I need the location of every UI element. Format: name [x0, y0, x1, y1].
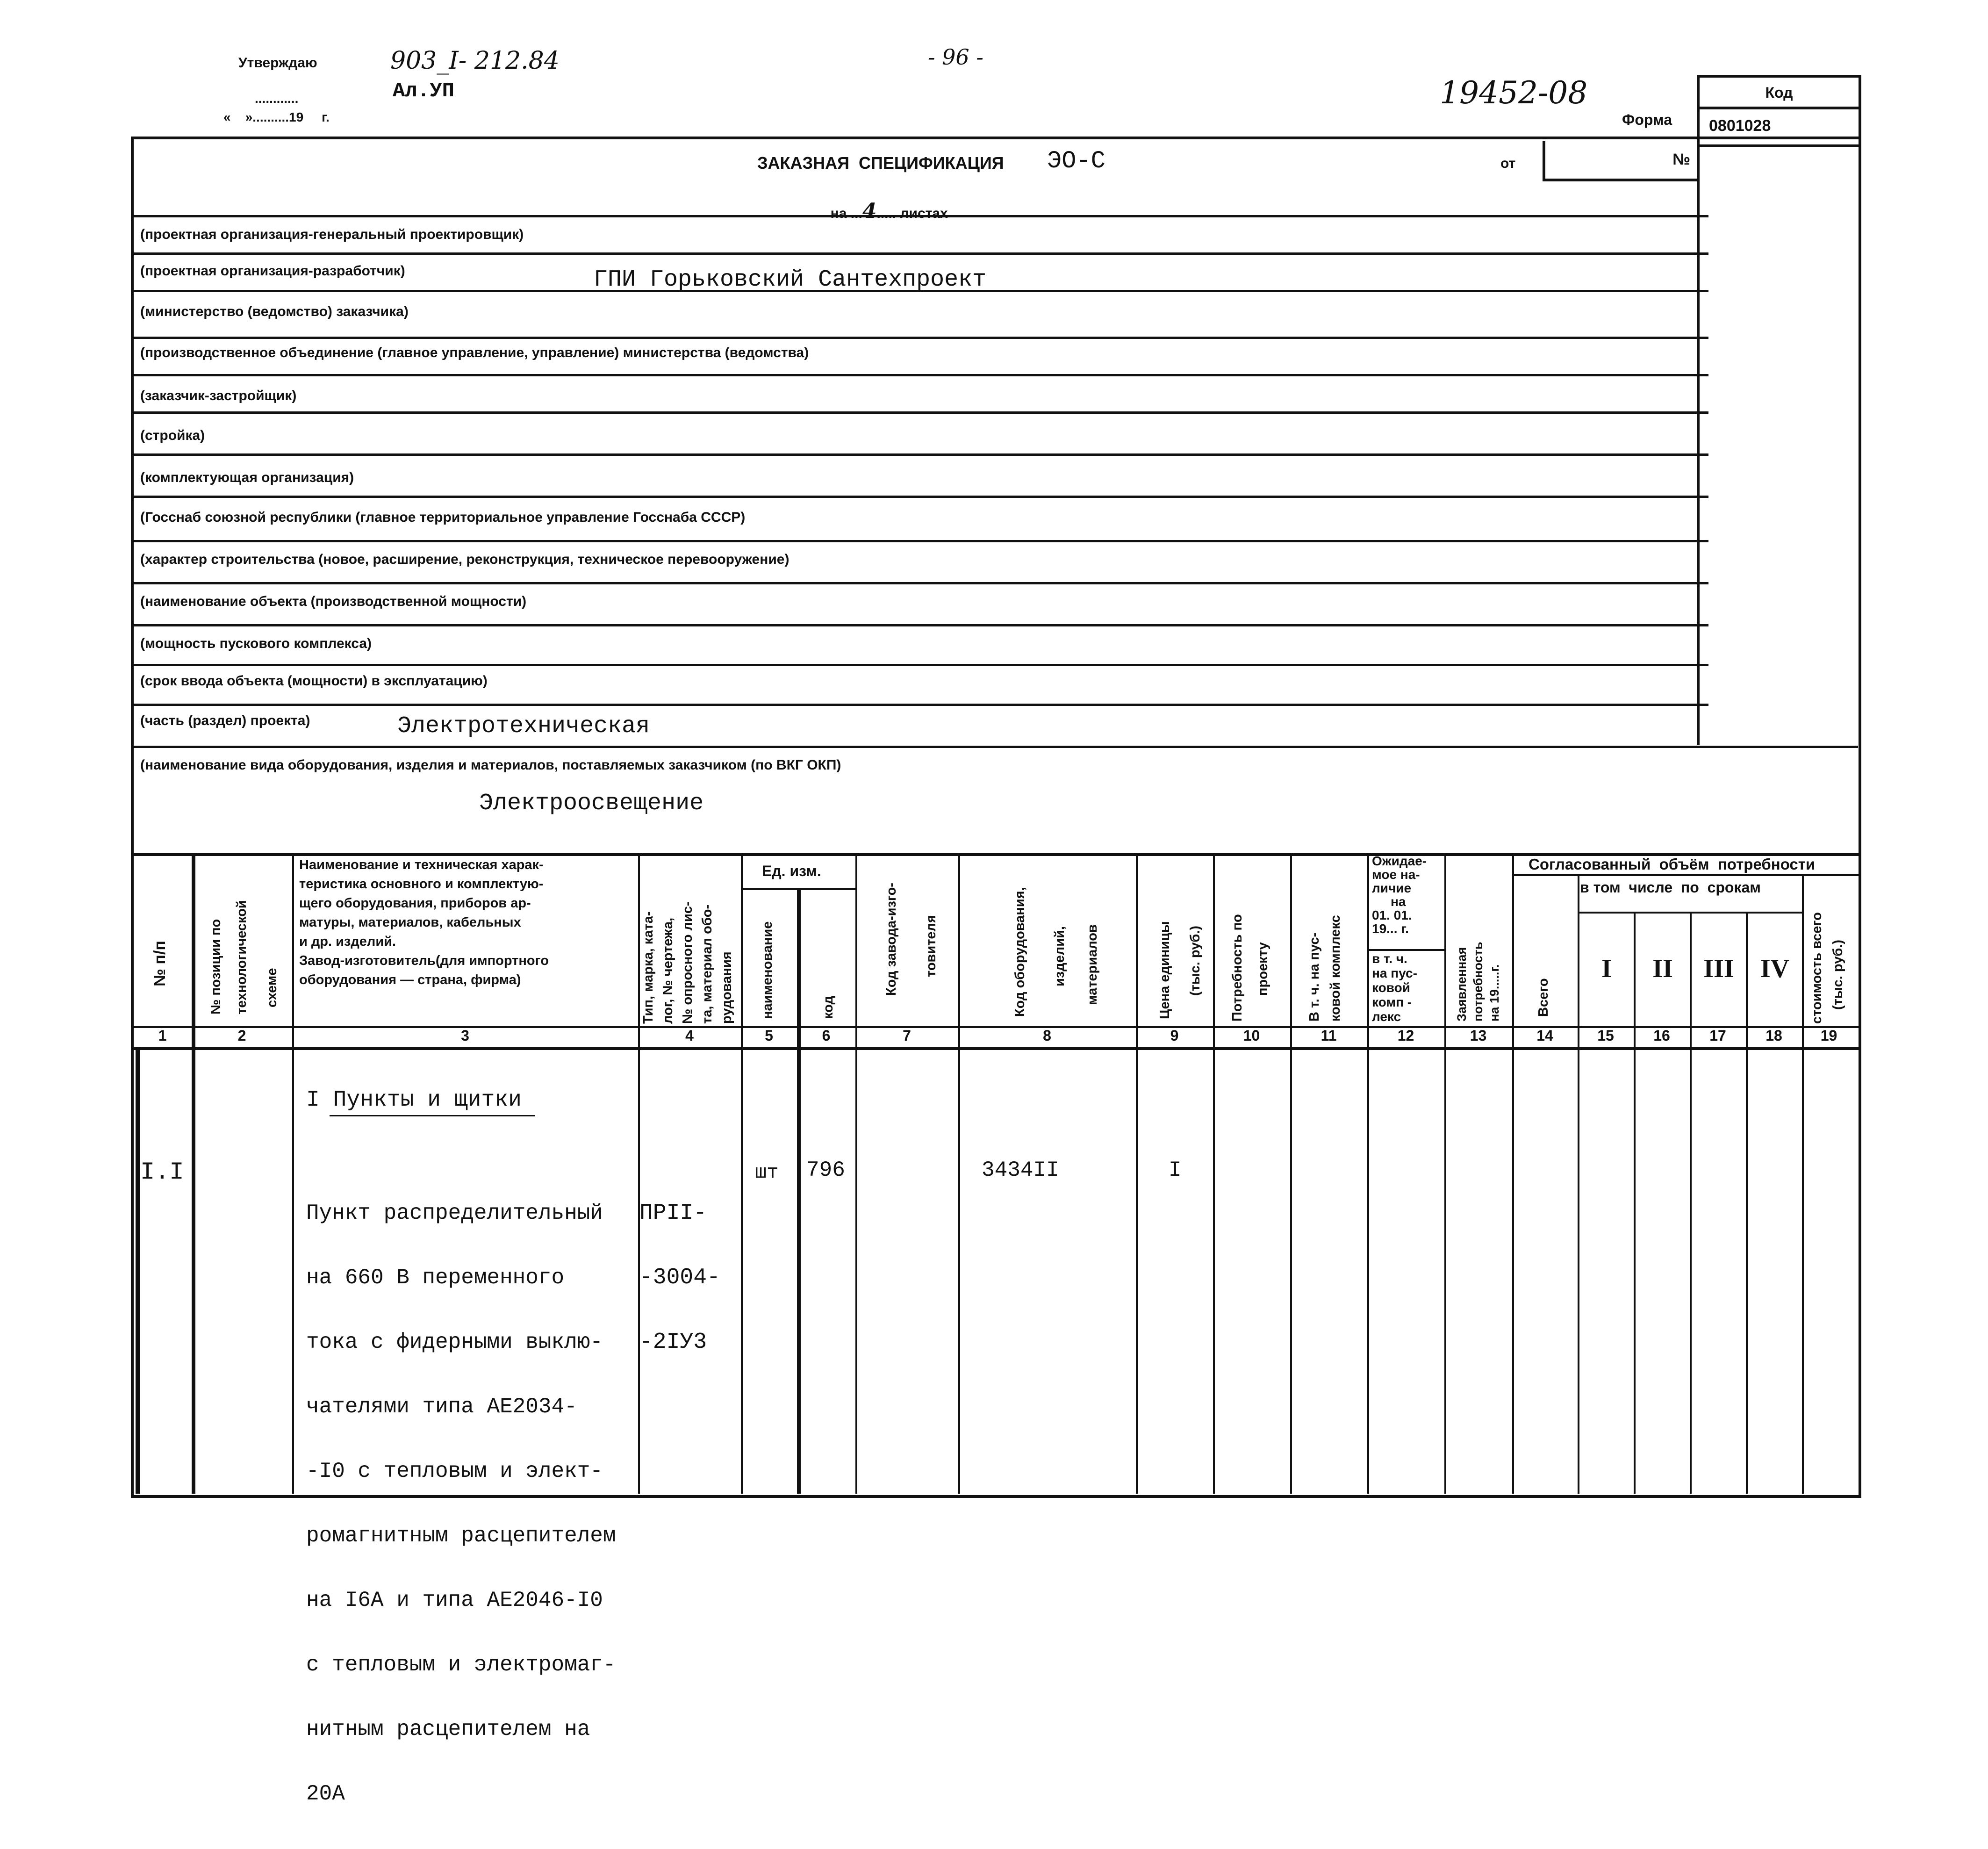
col-number: 3: [461, 1027, 469, 1044]
col-12-header-top: [1372, 854, 1427, 935]
col-7-header-a: Код завода-изго-: [884, 883, 899, 996]
field-object-name: (наименование объекта (производственной мощности): [140, 594, 527, 609]
section-heading-underline: [330, 1115, 535, 1116]
row-name-line: на I6А и типа АЕ2046-I0: [306, 1588, 603, 1612]
number-box: [1543, 141, 1700, 181]
col-11-header-a: В т. ч. на пус-: [1307, 932, 1322, 1022]
field-equipment-kind-value: Электроосвещение: [479, 790, 704, 817]
col-1-header: № п/п: [151, 941, 169, 986]
row-name-line: на 660 В переменного: [306, 1266, 565, 1290]
kod-box: [1697, 75, 1861, 109]
col-19-header-b: (тыс. руб.): [1830, 940, 1845, 1010]
unit-group-header: Ед. изм.: [762, 863, 821, 879]
col-3-header: [299, 856, 636, 990]
kod-label: Код: [1765, 84, 1793, 101]
col-4-header-line: лог, № чертежа,: [660, 917, 675, 1024]
col-number: 12: [1397, 1027, 1414, 1044]
col-12-header-line: комп -: [1372, 995, 1412, 1009]
col-2-header-c: схеме: [265, 968, 280, 1007]
spec-title: ЗАКАЗНАЯ СПЕЦИФИКАЦИЯ: [757, 153, 1004, 173]
field-construction-type: (характер строительства (новое, расширение, реконструкция, техническое перевооружение): [140, 552, 789, 567]
col-number: 1: [158, 1027, 167, 1044]
row-name-line: с тепловым и электромаг-: [306, 1653, 616, 1677]
col-3-header-line: матуры, материалов, кабельных: [299, 915, 521, 930]
col-12-header-line: на пус-: [1372, 966, 1417, 980]
approve-date: « »..........19 г.: [223, 110, 330, 124]
row-name-line: тока с фидерными выклю-: [306, 1330, 603, 1354]
col-12-header-line: Ожидае-: [1372, 854, 1427, 868]
forma-label: Форма: [1622, 111, 1672, 128]
row-unit-code: 796: [806, 1158, 845, 1182]
col-number: 7: [903, 1027, 911, 1044]
col-3-header-line: Наименование и техническая харак-: [299, 857, 544, 872]
col-number: 9: [1170, 1027, 1179, 1044]
row-name-line: -I0 с тепловым и элект-: [306, 1459, 603, 1483]
row-name-line: 20А: [306, 1782, 345, 1806]
handwritten-ref: 19452-08: [1440, 75, 1588, 111]
terms-group-header: в том числе по срокам: [1580, 879, 1761, 896]
col-8-header-a: Код оборудования,: [1012, 887, 1027, 1017]
col-6-header: код: [821, 996, 836, 1019]
col-16-header: II: [1652, 954, 1673, 983]
col-4-header-line: № опросного лис-: [680, 901, 695, 1024]
col-12-header-line: 19... г.: [1372, 921, 1409, 936]
row-type: [639, 1159, 720, 1396]
col-12-header-line: на: [1391, 894, 1406, 909]
col-number: 10: [1243, 1027, 1260, 1044]
col-5-header: наименование: [760, 921, 775, 1019]
col-number: 17: [1709, 1027, 1726, 1044]
row-number: I.I: [140, 1158, 184, 1186]
col-4-header-line: рудования: [719, 951, 734, 1024]
col-4-header-line: Тип, марка, ката-: [641, 911, 656, 1024]
col-number: 11: [1321, 1027, 1337, 1044]
field-commissioning-date: (срок ввода объекта (мощности) в эксплуатацию): [140, 673, 488, 689]
col-17-header: III: [1703, 954, 1734, 983]
row-name-line: нитным расцепителем на: [306, 1717, 590, 1741]
col-12-header-bottom: [1372, 951, 1417, 1024]
col-9-header-b: (тыс. руб.): [1188, 926, 1203, 996]
col-number: 6: [822, 1027, 831, 1044]
col-12-header-line: 01. 01.: [1372, 908, 1412, 922]
field-developer: (проектная организация-разработчик): [140, 263, 405, 279]
agreed-group-header: Согласованный объём потребности: [1529, 856, 1816, 873]
spec-code: ЭО-С: [1047, 147, 1105, 175]
sheets-prefix: на ...: [830, 206, 862, 221]
field-construction: (стройка): [140, 428, 205, 443]
col-13-header-line: на 19.....г.: [1487, 964, 1501, 1022]
field-production-association: (производственное объединение (главное управление, управление) министерства (ведомства): [140, 345, 809, 360]
col-13-header-line: потребность: [1471, 942, 1485, 1022]
row-type-line: -3004-: [639, 1265, 720, 1290]
field-gossnab: (Госснаб союзной республики (главное территориальное управление Госснаба СССР): [140, 510, 746, 525]
section-heading: I Пункты и щитки: [306, 1087, 522, 1113]
row-unit-name: шт: [755, 1161, 779, 1184]
col-3-header-line: и др. изделий.: [299, 934, 396, 949]
col-number: 14: [1536, 1027, 1553, 1044]
col-3-header-line: теристика основного и комплектую-: [299, 877, 544, 892]
col-number: 8: [1043, 1027, 1051, 1044]
col-13-header-line: Заявленная: [1455, 947, 1469, 1022]
col-3-header-line: щего оборудования, приборов ар-: [299, 896, 531, 911]
field-project-part-value: Электротехническая: [397, 713, 650, 740]
row-type-line: -2IУ3: [639, 1330, 707, 1355]
col-number: 13: [1470, 1027, 1487, 1044]
field-equipment-kind: (наименование вида оборудования, изделия и материалов, поставляемых заказчиком (по ВКГ ОКП): [140, 757, 841, 773]
col-12-header-line: мое на-: [1372, 867, 1420, 882]
row-price: I: [1169, 1158, 1182, 1182]
from-label: от: [1500, 156, 1516, 171]
page-number: - 96 -: [928, 44, 983, 70]
col-14-header: Всего: [1536, 978, 1551, 1017]
col-7-header-b: товителя: [924, 915, 939, 977]
field-customer-developer: (заказчик-застройщик): [140, 388, 297, 403]
col-number: 2: [237, 1027, 246, 1044]
col-19-header-a: стоимость всего: [1809, 912, 1824, 1024]
field-startup-capacity: (мощность пускового комплекса): [140, 636, 372, 651]
sheets-suffix: ..... листах: [876, 206, 948, 221]
col-12-header-line: в т. ч.: [1372, 951, 1407, 966]
col-4-header-line: та, материал обо-: [700, 904, 715, 1024]
col-number: 15: [1597, 1027, 1614, 1044]
field-project-part: (часть (раздел) проекта): [140, 713, 310, 728]
col-10-header-b: проекту: [1256, 942, 1270, 996]
approve-dots: ............: [255, 91, 299, 106]
approve-label: Утверждаю: [238, 55, 317, 71]
col-12-header-line: ковой: [1372, 980, 1410, 995]
album-number: Ал.УП: [393, 79, 455, 103]
field-ministry: (министерство (ведомство) заказчика): [140, 304, 409, 319]
row-type-line: ПРII-: [639, 1201, 707, 1226]
col-number: 19: [1820, 1027, 1837, 1044]
sheets-count: 4: [862, 199, 877, 223]
field-developer-value: ГПИ Горьковский Сантехпроект: [594, 266, 987, 293]
col-number: 18: [1766, 1027, 1782, 1044]
col-11-header-b: ковой комплекс: [1328, 915, 1343, 1022]
field-supplier-org: (комплектующая организация): [140, 470, 354, 485]
field-general-designer: (проектная организация-генеральный проектировщик): [140, 227, 524, 242]
doc-code: 903_I- 212.84: [390, 47, 560, 75]
row-name-line: ромагнитным расцепителем: [306, 1524, 616, 1548]
col-3-header-line: Завод-изготовитель(для импортного: [299, 953, 549, 968]
col-number: 4: [685, 1027, 694, 1044]
col-12-header-line: лекс: [1372, 1009, 1401, 1024]
col-8-header-c: материалов: [1085, 924, 1100, 1005]
col-12-header-line: личие: [1372, 881, 1412, 895]
col-2-header-b: технологической: [234, 900, 249, 1014]
row-equipment-code: 3434II: [982, 1158, 1059, 1182]
row-name: [306, 1159, 616, 1848]
col-15-header: I: [1601, 954, 1612, 983]
col-number: 5: [765, 1027, 773, 1044]
no-label: №: [1672, 151, 1690, 168]
col-2-header-a: № позиции по: [208, 919, 223, 1014]
forma-code: 0801028: [1709, 117, 1771, 135]
col-3-header-line: оборудования — страна, фирма): [299, 972, 521, 987]
row-name-line: Пункт распределительный: [306, 1201, 603, 1225]
col-18-header: IV: [1760, 954, 1790, 983]
row-name-line: чателями типа АЕ2034-: [306, 1395, 577, 1419]
col-8-header-b: изделий,: [1052, 926, 1067, 986]
col-9-header-a: Цена единицы: [1157, 921, 1172, 1019]
col-10-header-a: Потребность по: [1230, 914, 1245, 1022]
col-number: 16: [1653, 1027, 1670, 1044]
